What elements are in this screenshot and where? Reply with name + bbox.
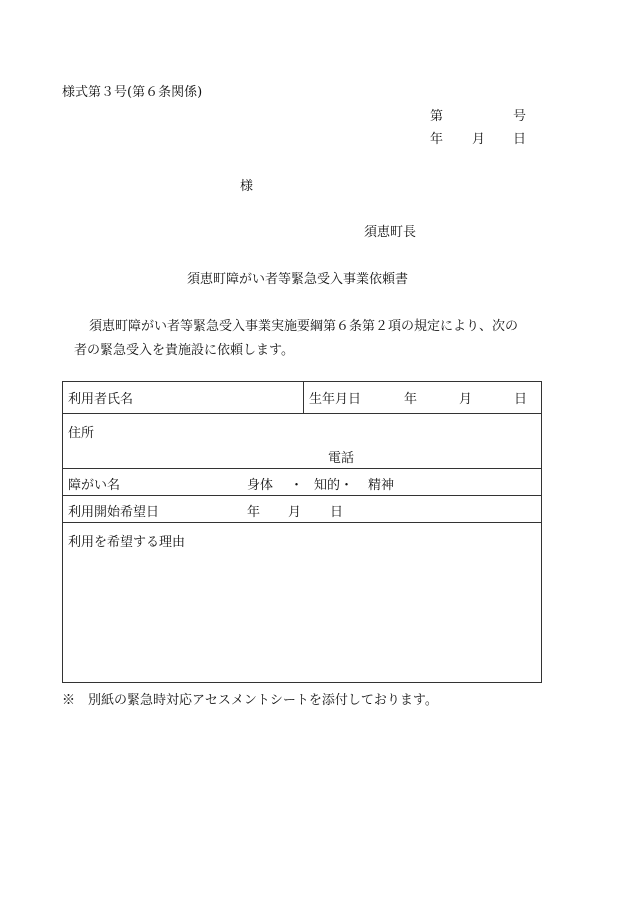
birth-date-label: 生年月日 [309, 392, 362, 407]
start-month-label: 月 [288, 505, 302, 520]
start-date-label: 利用開始希望日 [68, 505, 160, 520]
disability-separator: ・ [290, 478, 304, 493]
address-label: 住所 [68, 426, 95, 441]
sender: 須恵町長 [364, 225, 417, 240]
birth-year-label: 年 [404, 392, 418, 407]
doc-number-prefix: 第 [430, 109, 444, 124]
row-divider [63, 522, 541, 523]
reason-label: 利用を希望する理由 [68, 535, 186, 550]
row-divider [63, 468, 541, 469]
doc-date-month: 月 [472, 132, 486, 147]
row-divider [63, 413, 541, 414]
form-number: 様式第３号(第６条関係) [62, 85, 203, 100]
body-line-1: 須恵町障がい者等緊急受入事業実施要綱第６条第２項の規定により、次の [89, 319, 519, 334]
doc-number-suffix: 号 [513, 109, 527, 124]
disability-intellectual-option: 知的・ [314, 478, 354, 493]
disability-physical-option: 身体 [247, 478, 274, 493]
start-year-label: 年 [247, 505, 261, 520]
column-divider [303, 382, 304, 413]
attachment-note: ※ 別紙の緊急時対応アセスメントシートを添付しております。 [62, 693, 438, 708]
phone-label: 電話 [328, 451, 355, 466]
doc-date-day: 日 [513, 132, 527, 147]
request-form-table [62, 381, 542, 683]
body-line-2: 者の緊急受入を貴施設に依頼します。 [74, 343, 294, 358]
row-divider [63, 495, 541, 496]
birth-month-label: 月 [459, 392, 473, 407]
start-day-label: 日 [330, 505, 344, 520]
birth-day-label: 日 [514, 392, 528, 407]
disability-mental-option: 精神 [368, 478, 395, 493]
doc-date-year: 年 [430, 132, 444, 147]
name-label: 利用者氏名 [68, 392, 134, 407]
document-title: 須恵町障がい者等緊急受入事業依頼書 [187, 272, 409, 287]
addressee-suffix: 様 [240, 179, 254, 194]
disability-label: 障がい名 [68, 478, 121, 493]
